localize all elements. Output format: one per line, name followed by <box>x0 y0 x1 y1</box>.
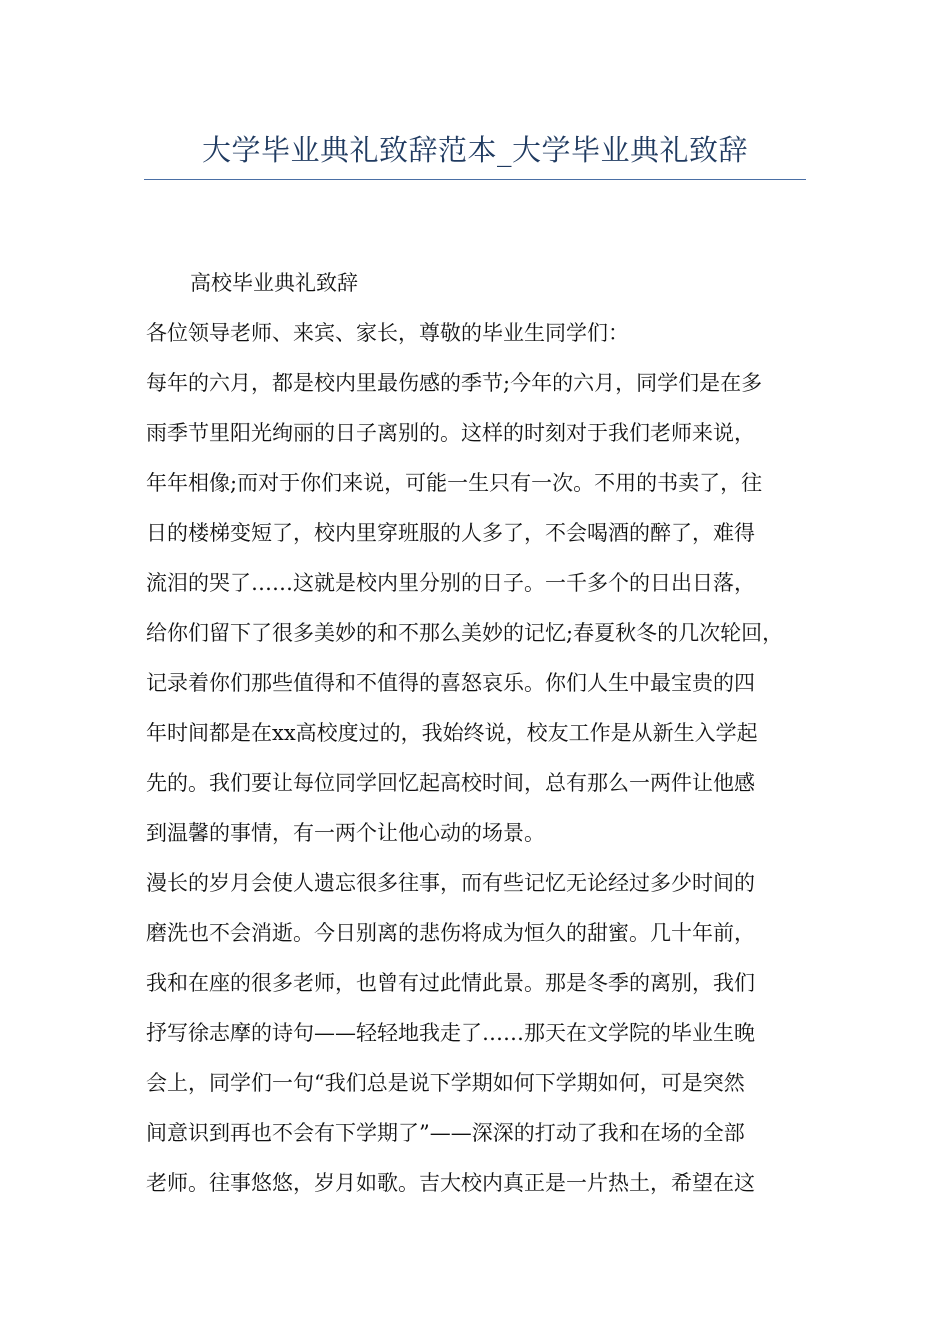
text-line: 到温馨的事情，有一两个让他心动的场景。 <box>146 821 545 845</box>
section-heading: 高校毕业典礼致辞 <box>190 271 358 295</box>
text-line: 记录着你们那些值得和不值得的喜怒哀乐。你们人生中最宝贵的四 <box>146 671 755 695</box>
title-underline <box>144 179 806 180</box>
salutation: 各位领导老师、来宾、家长，尊敬的毕业生同学们： <box>146 321 629 345</box>
text-line: 每年的六月，都是校内里最伤感的季节;今年的六月，同学们是在多 <box>146 371 763 395</box>
text-line: 流泪的哭了……这就是校内里分别的日子。一千多个的日出日落， <box>146 571 755 595</box>
text-line: 雨季节里阳光绚丽的日子离别的。这样的时刻对于我们老师来说， <box>146 421 755 445</box>
text-line: 我和在座的很多老师，也曾有过此情此景。那是冬季的离别，我们 <box>146 971 755 995</box>
text-line: 先的。我们要让每位同学回忆起高校时间，总有那么一两件让他感 <box>146 771 755 795</box>
text-line: 会上，同学们一句“我们总是说下学期如何下学期如何，可是突然 <box>146 1071 745 1095</box>
paragraph-2 <box>146 858 810 1208</box>
text-line: 间意识到再也不会有下学期了”——深深的打动了我和在场的全部 <box>146 1121 745 1145</box>
text-line: 老师。往事悠悠，岁月如歌。吉大校内真正是一片热土，希望在这 <box>146 1171 755 1195</box>
paragraph-1 <box>146 358 810 858</box>
text-line: 年年相像;而对于你们来说，可能一生只有一次。不用的书卖了，往 <box>146 471 763 495</box>
text-line: 抒写徐志摩的诗句——轻轻地我走了……那天在文学院的毕业生晚 <box>146 1021 755 1045</box>
document-body <box>146 258 810 1208</box>
text-line: 给你们留下了很多美妙的和不那么美妙的记忆;春夏秋冬的几次轮回， <box>146 621 784 645</box>
text-line: 年时间都是在xx高校度过的，我始终说，校友工作是从新生入学起 <box>146 721 758 745</box>
text-line: 日的楼梯变短了，校内里穿班服的人多了，不会喝酒的醉了，难得 <box>146 521 755 545</box>
text-line: 磨洗也不会消逝。今日别离的悲伤将成为恒久的甜蜜。几十年前， <box>146 921 755 945</box>
text-line: 漫长的岁月会使人遗忘很多往事，而有些记忆无论经过多少时间的 <box>146 871 755 895</box>
document-title: 大学毕业典礼致辞范本_大学毕业典礼致辞 <box>201 133 748 167</box>
